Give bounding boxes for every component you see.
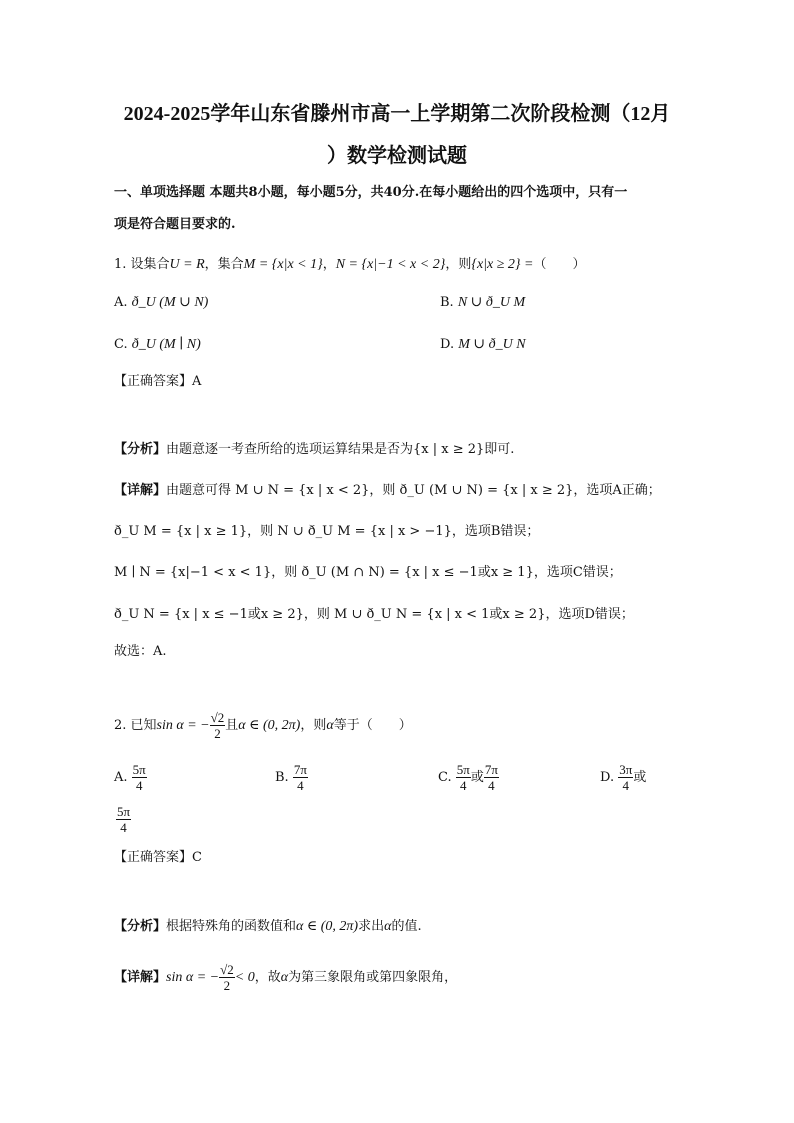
q2-detail-rhs: < 0 [234, 970, 255, 985]
q2-option-d-label: D. [600, 770, 615, 785]
q1-answer-value: A [192, 374, 202, 389]
q1-analysis [114, 441, 514, 459]
q1-option-b [440, 294, 525, 312]
q2-option-c-num1: 5π [456, 762, 470, 777]
q2-option-b [275, 762, 308, 793]
q2-option-a-num: 5π [132, 762, 146, 777]
q2-detail-mid: ，故 [254, 970, 281, 985]
q2-option-d-cont [116, 804, 131, 835]
q1-comma: ， [322, 257, 336, 272]
q2-suffix: 等于（ ） [333, 718, 412, 733]
q1-analysis-tag: 【分析】 [114, 442, 167, 457]
section-heading-line1: 一、单项选择题 本题共8小题，每小题5分，共40分.在每小题给出的四个选项中，只有一 [114, 185, 628, 200]
q2-detail-alpha: α [280, 970, 289, 985]
q2-option-b-num: 7π [293, 762, 307, 777]
q1-option-c [114, 336, 201, 354]
q2-detail-tag: 【详解】 [114, 970, 167, 985]
q2-analysis-post: 的值. [391, 919, 422, 934]
q2-option-c [438, 762, 499, 793]
q2-option-a-label: A. [114, 770, 128, 785]
q2-analysis [114, 918, 422, 936]
q2-option-a-den: 4 [135, 778, 143, 793]
q2-prefix: 2. 已知 [114, 718, 157, 733]
q2-option-d-den2: 4 [120, 820, 127, 835]
q1-stem [114, 256, 585, 274]
q1-option-d [440, 336, 526, 354]
q1-option-c-text: ð_U (M ∣ N) [131, 337, 201, 352]
q2-option-d [600, 762, 646, 793]
q1-target-set: {x|x ≥ 2} = [471, 257, 534, 272]
q2-mid: 且 [225, 718, 239, 733]
q2-option-a-frac [132, 762, 147, 793]
q1-option-a-text: ð_U (M ∪ N) [131, 295, 209, 310]
q2-analysis-mid: 求出 [358, 919, 385, 934]
q2-option-c-num2: 7π [484, 762, 498, 777]
q2-lhs: sin α = − [156, 718, 210, 733]
q1-option-a [114, 294, 208, 312]
q1-prefix: 1. 设集合 [114, 257, 170, 272]
q1-detail-line2: ð_U M = {x | x ≥ 1}，则 N ∪ ð_U M = {x | x > −1}，选项B错误； [114, 524, 540, 539]
q2-option-c-den1: 4 [460, 778, 467, 793]
q2-option-b-label: B. [275, 770, 289, 785]
q1-detail-text1: 由题意可得 M ∪ N = {x | x < 2}，则 ð_U (M ∪ N) = {x | x ≥ 2}，选项A正确； [166, 483, 661, 498]
q2-option-d-frac1 [618, 762, 633, 793]
q1-answer-tag: 【正确答案】 [114, 374, 193, 389]
q1-answer [114, 373, 201, 391]
q2-condition: α ∈ (0, 2π) [238, 718, 301, 733]
q2-mid2: ，则 [300, 718, 327, 733]
q1-set-n: N = {x|−1 < x < 2} [335, 257, 446, 272]
q2-analysis-pre: 根据特殊角的函数值和 [166, 919, 297, 934]
q1-detail-line4: ð_U N = {x | x ≤ −1或x ≥ 2}，则 M ∪ ð_U N = {x | x < 1或x ≥ 2}，选项D错误； [114, 607, 634, 622]
q2-stem [114, 710, 412, 741]
q2-detail-lhs: sin α = − [166, 970, 220, 985]
q1-mid2: ，则 [445, 257, 472, 272]
q2-frac-num: √2 [210, 710, 225, 725]
q2-option-c-or: 或 [470, 770, 484, 785]
q1-detail-line3: M ∣ N = {x|−1 < x < 1}，则 ð_U (M ∩ N) = {x | x ≤ −1或x ≥ 1}，选项C错误； [114, 565, 622, 580]
page-title-line1: 2024-2025学年山东省滕州市高一上学期第二次阶段检测（12月 [123, 103, 671, 125]
q2-analysis-tag: 【分析】 [114, 919, 167, 934]
q2-answer-tag: 【正确答案】 [114, 850, 193, 865]
q2-detail-frac-num: √2 [220, 962, 234, 977]
q1-option-b-label: B. [440, 295, 454, 310]
q1-mid1: ，集合 [204, 257, 244, 272]
q2-option-c-den2: 4 [488, 778, 495, 793]
q2-frac-den: 2 [214, 726, 221, 741]
q1-option-d-label: D. [440, 337, 455, 352]
q2-option-b-frac [293, 762, 308, 793]
q2-detail [114, 962, 457, 993]
q2-detail-frac [219, 962, 235, 993]
q2-detail-post: 为第三象限角或第四象限角， [288, 970, 458, 985]
q2-analysis-alpha: α [384, 919, 392, 934]
q2-detail-frac-den: 2 [223, 978, 231, 993]
section-heading-line2: 项是符合题目要求的. [114, 217, 236, 232]
q2-analysis-cond: α ∈ (0, 2π) [296, 919, 359, 934]
q2-answer-value: C [192, 850, 202, 865]
q2-answer [114, 849, 202, 867]
q1-set-m: M = {x|x < 1} [243, 257, 323, 272]
q1-paren: （ ） [533, 257, 586, 272]
q2-option-c-frac2 [484, 762, 499, 793]
q2-option-d-frac2 [116, 804, 131, 835]
q1-analysis-text: 由题意逐一考查所给的选项运算结果是否为{x | x ≥ 2}即可. [166, 442, 515, 457]
q1-detail-tag: 【详解】 [114, 483, 167, 498]
q2-alpha: α [326, 718, 334, 733]
q1-option-b-text: N ∪ ð_U M [457, 295, 526, 310]
q1-option-a-label: A. [114, 295, 128, 310]
q2-option-c-frac1 [456, 762, 471, 793]
q2-option-d-den1: 4 [622, 778, 630, 793]
q1-option-c-label: C. [114, 337, 128, 352]
q1-option-d-text: M ∪ ð_U N [458, 337, 526, 352]
q2-option-a [114, 762, 147, 793]
q1-universal-set: U = R [169, 257, 205, 272]
q2-option-d-or: 或 [633, 770, 647, 785]
q2-option-d-num1: 3π [619, 762, 633, 777]
q2-option-d-num2: 5π [117, 804, 131, 819]
q1-detail-line1 [114, 482, 661, 500]
q1-conclusion: 故选：A. [114, 644, 167, 659]
q2-option-b-den: 4 [297, 778, 304, 793]
q2-option-c-label: C. [438, 770, 452, 785]
page-title-line2: ）数学检测试题 [327, 145, 467, 167]
q2-sqrt2-over-2 [210, 710, 226, 741]
